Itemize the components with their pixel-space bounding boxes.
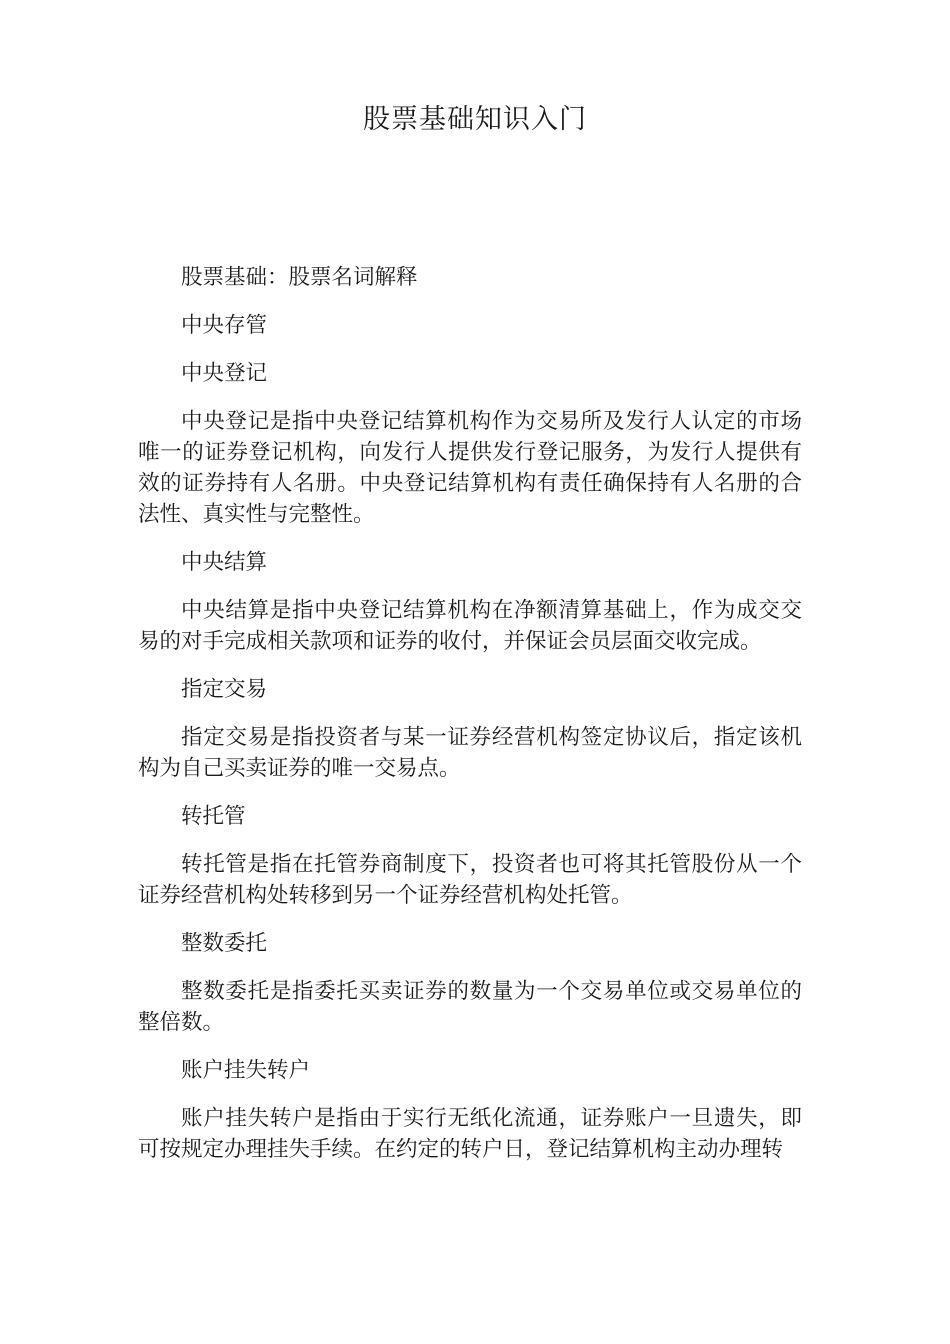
term-heading-central-clearing: 中央结算 — [181, 550, 268, 575]
document-body — [138, 262, 802, 1182]
term-definition-central-registration: 中央登记是指中央登记结算机构作为交易所及发行人认定的市场唯一的证券登记机构，向发行人提供发行登记服务，为发行人提供有效的证券持有人名册。中央登记结算机构有责任确保持有人名册的合法性、真实性与完整性。 — [138, 409, 802, 527]
term-definition-central-clearing: 中央结算是指中央登记结算机构在净额清算基础上，作为成交交易的对手完成相关款项和证券的收付，并保证会员层面交收完成。 — [138, 598, 802, 654]
section-heading-stock-basics: 股票基础：股票名词解释 — [181, 265, 418, 290]
term-heading-round-lot-order: 整数委托 — [181, 931, 268, 956]
term-heading-designated-trading: 指定交易 — [181, 677, 268, 702]
term-definition-account-loss-transfer: 账户挂失转户是指由于实行无纸化流通，证券账户一旦遗失，即可按规定办理挂失手续。在约定的转户日，登记结算机构主动办理转 — [138, 1106, 802, 1162]
term-heading-custody-transfer: 转托管 — [181, 804, 246, 829]
term-definition-designated-trading: 指定交易是指投资者与某一证券经营机构签定协议后，指定该机构为自己买卖证券的唯一交易点。 — [138, 725, 802, 781]
term-definition-custody-transfer: 转托管是指在托管券商制度下，投资者也可将其托管股份从一个证券经营机构处转移到另一个证券经营机构处托管。 — [138, 852, 802, 908]
document-title: 股票基础知识入门 — [363, 104, 587, 135]
term-heading-account-loss-transfer: 账户挂失转户 — [181, 1058, 311, 1083]
term-heading-central-depository: 中央存管 — [181, 313, 268, 338]
term-heading-central-registration: 中央登记 — [181, 361, 268, 386]
term-definition-round-lot-order: 整数委托是指委托买卖证券的数量为一个交易单位或交易单位的整倍数。 — [138, 979, 802, 1035]
